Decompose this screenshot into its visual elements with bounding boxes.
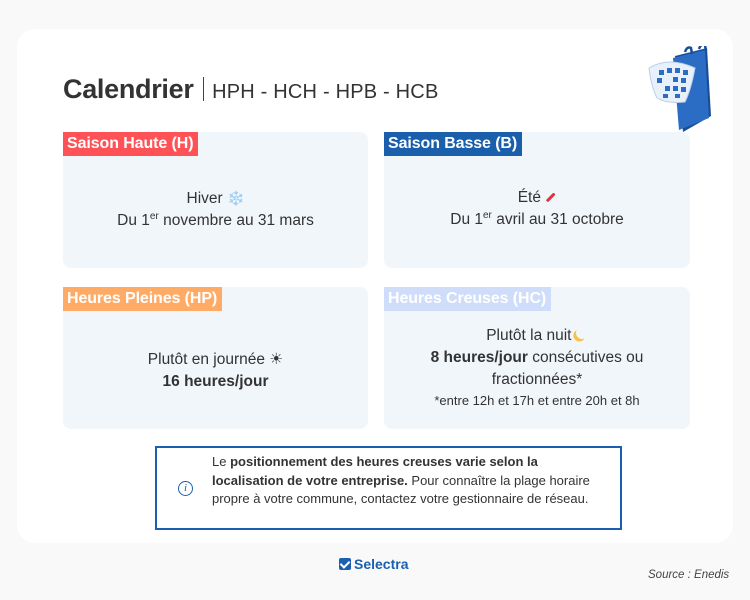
info-callout — [155, 446, 622, 530]
saison-basse-box — [384, 132, 690, 268]
heures-pleines-hours: 16 heures/jour — [162, 373, 269, 390]
title-separator — [203, 77, 205, 101]
heures-creuses-hours-rest: consécutives ou fractionnées* — [491, 349, 644, 388]
info-icon: i — [178, 481, 193, 496]
saison-haute-box — [63, 132, 368, 268]
saison-basse-tag: Saison Basse (B) — [384, 132, 522, 156]
heures-pleines-line1: Plutôt en journée — [147, 351, 265, 368]
heures-pleines-tag: Heures Pleines (HP) — [63, 287, 222, 311]
saison-haute-dates: Du 1er novembre au 31 mars — [117, 211, 314, 229]
thermometer-icon — [546, 192, 556, 202]
heures-creuses-box — [384, 287, 690, 429]
heures-creuses-hours: 8 heures/jour — [430, 349, 528, 366]
title-subtitle: HPH - HCH - HPB - HCB — [212, 81, 439, 103]
info-text: Le positionnement des heures creuses varie selon la localisation de votre entreprise. Pour connaître la plage horaire propre à votre commune, contactez votre gestionnaire de réseau. — [212, 454, 590, 506]
saison-haute-tag: Saison Haute (H) — [63, 132, 198, 156]
moon-icon — [575, 326, 589, 340]
heures-creuses-content — [384, 325, 690, 411]
page-title — [63, 74, 439, 105]
heures-pleines-content — [63, 349, 368, 393]
source-label: Source : Enedis — [648, 569, 730, 581]
heures-pleines-box — [63, 287, 368, 429]
heures-creuses-tag: Heures Creuses (HC) — [384, 287, 551, 311]
snowflake-icon: ❄️ — [227, 190, 245, 206]
brand-name: Selectra — [354, 556, 409, 572]
saison-basse-dates: Du 1er avril au 31 octobre — [450, 210, 624, 228]
heures-creuses-note: *entre 12h et 17h et entre 20h et 8h — [434, 393, 640, 408]
selectra-logo — [339, 556, 408, 572]
saison-haute-line1: Hiver — [186, 190, 223, 207]
saison-haute-content — [63, 187, 368, 232]
checkbox-logo-icon — [339, 558, 351, 570]
saison-basse-content — [384, 187, 690, 231]
heures-creuses-line1: Plutôt la nuit — [486, 327, 572, 344]
calendar-icon — [645, 46, 717, 132]
title-main: Calendrier — [63, 74, 194, 104]
saison-basse-line1: Été — [517, 189, 541, 206]
sun-icon: ☀ — [269, 351, 284, 368]
